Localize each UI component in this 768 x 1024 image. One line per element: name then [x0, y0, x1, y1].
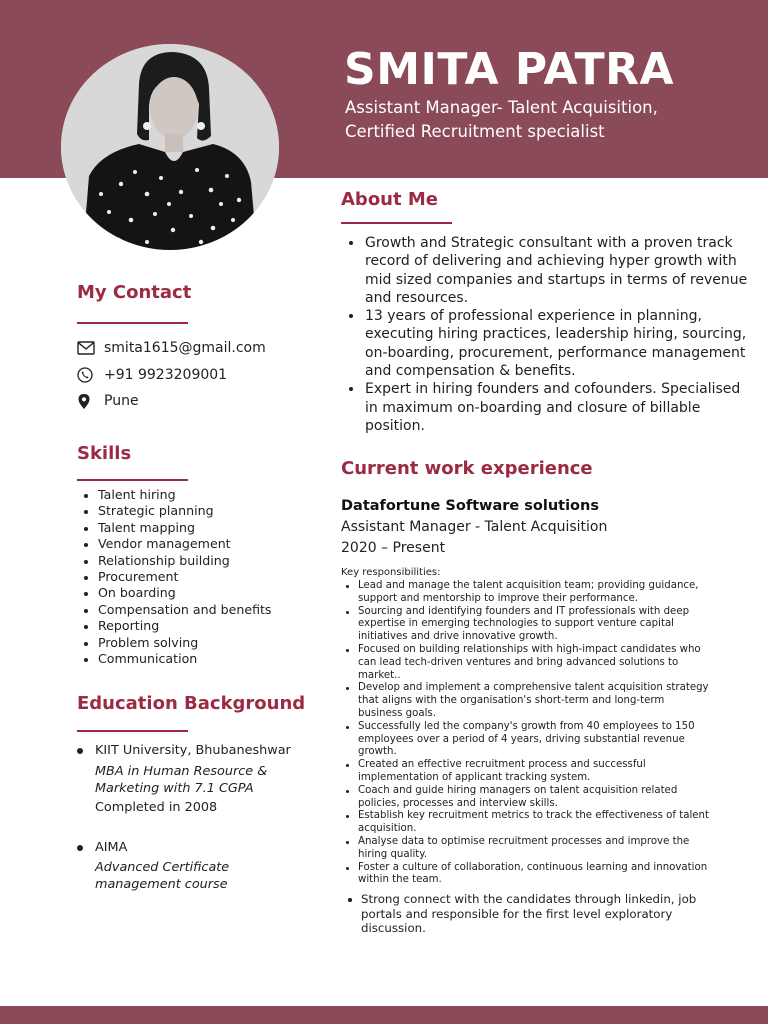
contact-heading: My Contact: [77, 282, 192, 303]
education-institution: AIMA: [95, 840, 128, 855]
responsibility-item: Focused on building relationships with high-impact candidates who can lead tech-driven ventures and bring advanced solutions to market..: [341, 644, 711, 682]
education-item-kiit: [77, 742, 291, 816]
phone-icon: [77, 366, 97, 384]
responsibility-item: Strong connect with the candidates through linkedin, job portals and responsible for the first level exploratory discussion.: [341, 892, 701, 936]
responsibility-item: Successfully led the company's growth from 40 employees to 150 employees over a period of 4 years, driving substantial revenue growth.: [341, 721, 711, 759]
about-heading: About Me: [341, 189, 438, 210]
skill-item: Strategic planning: [77, 503, 272, 519]
skill-item: Problem solving: [77, 635, 272, 651]
candidate-subtitle: [345, 96, 745, 144]
skill-item: Communication: [77, 651, 272, 667]
job-dates: 2020 – Present: [341, 540, 446, 556]
education-course: management course: [95, 877, 228, 892]
responsibility-item: Analyse data to optimise recruitment processes and improve the hiring quality.: [341, 836, 711, 862]
footer-band: [0, 1006, 768, 1024]
contact-location: [77, 392, 139, 410]
bullet: [77, 748, 83, 754]
mail-icon: [77, 339, 97, 357]
location-pin-icon: [77, 392, 97, 410]
about-item: Growth and Strategic consultant with a proven track record of delivering and achieving hyper growth with mid sized companies and startups in terms of revenue and resources.: [345, 234, 750, 307]
responsibility-item: Develop and implement a comprehensive talent acquisition strategy that aligns with the organisation's short-term and long-term business goals.: [341, 682, 711, 720]
skill-item: Talent hiring: [77, 487, 272, 503]
education-divider: [77, 730, 188, 732]
education-heading: Education Background: [77, 693, 306, 714]
work-heading: Current work experience: [341, 458, 593, 479]
responsibilities-label: Key responsibilities:: [341, 567, 441, 578]
skill-item: Compensation and benefits: [77, 602, 272, 618]
contact-phone-text: +91 9923209001: [104, 367, 228, 383]
responsibility-item: Foster a culture of collaboration, continuous learning and innovation within the team.: [341, 862, 711, 888]
education-degree: Marketing with 7.1 CGPA: [95, 781, 254, 796]
about-list: [345, 234, 750, 435]
contact-email-text: smita1615@gmail.com: [104, 340, 266, 356]
education-completion: Completed in 2008: [95, 800, 218, 815]
skills-list: [77, 487, 272, 667]
responsibility-item: Coach and guide hiring managers on talent acquisition related policies, processes and interview skills.: [341, 785, 711, 811]
skill-item: Vendor management: [77, 536, 272, 552]
contact-phone: [77, 366, 227, 384]
skill-item: Relationship building: [77, 553, 272, 569]
responsibility-item: Created an effective recruitment process and successful implementation of applicant tracking system.: [341, 759, 711, 785]
contact-location-text: Pune: [104, 393, 139, 409]
skill-item: Reporting: [77, 618, 272, 634]
responsibility-item: Sourcing and identifying founders and IT professionals with deep expertise in emerging technologies to support venture capital initiatives and drive innovative growth.: [341, 606, 711, 644]
candidate-name: SMITA PATRA: [344, 44, 675, 95]
job-role: Assistant Manager - Talent Acquisition: [341, 519, 608, 535]
education-institution: KIIT University, Bhubaneshwar: [95, 743, 291, 758]
education-degree: MBA in Human Resource &: [95, 764, 268, 779]
skills-heading: Skills: [77, 443, 132, 464]
contact-email: [77, 339, 266, 357]
bullet: [77, 845, 83, 851]
skill-item: Procurement: [77, 569, 272, 585]
about-divider: [341, 222, 452, 224]
contact-divider: [77, 322, 188, 324]
responsibilities-list-extra: [341, 892, 701, 936]
skill-item: Talent mapping: [77, 520, 272, 536]
profile-photo: [61, 44, 279, 250]
about-item: Expert in hiring founders and cofounders. Specialised in maximum on-boarding and closure of billable position.: [345, 380, 750, 435]
about-item: 13 years of professional experience in planning, executing hiring practices, leadership hiring, sourcing, on-boarding, procurement, performance management and compensation & benefits.: [345, 307, 750, 380]
skill-item: On boarding: [77, 585, 272, 601]
responsibility-item: Lead and manage the talent acquisition team; providing guidance, support and mentorship to improve their performance.: [341, 580, 711, 606]
subtitle-line: Certified Recruitment specialist: [345, 122, 605, 141]
education-course: Advanced Certificate: [95, 860, 230, 875]
education-item-aima: [77, 839, 229, 893]
responsibilities-list: [341, 580, 711, 887]
skills-divider: [77, 479, 188, 481]
subtitle-line: Assistant Manager- Talent Acquisition,: [345, 98, 658, 117]
company-name: Datafortune Software solutions: [341, 498, 599, 514]
responsibility-item: Establish key recruitment metrics to track the effectiveness of talent acquisition.: [341, 810, 711, 836]
